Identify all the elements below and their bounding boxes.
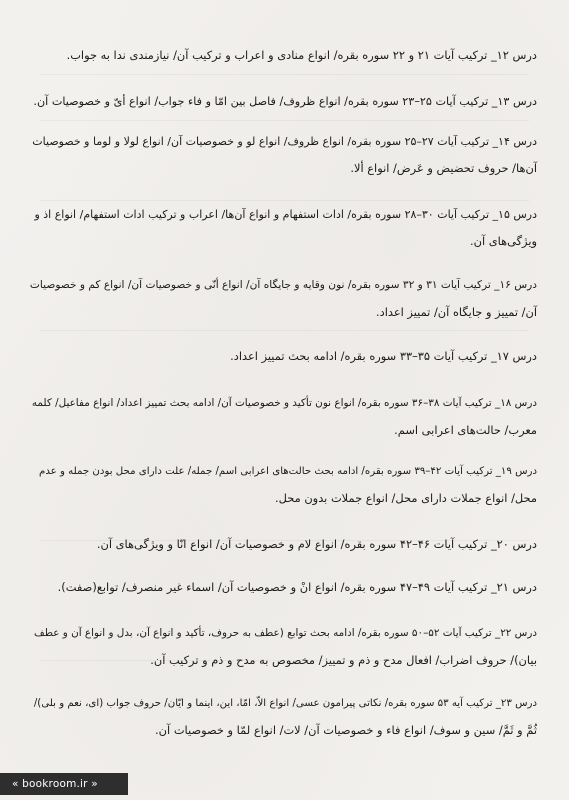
lesson-line: محل/ انواع جملات دارای محل/ انواع جملات بدون محل. [275, 491, 537, 505]
lesson-line: درس ۲۱_ ترکیب آیات ۴۹–۴۷ سوره بقره/ انواع انْ و خصوصیات آن/ اسماء غیر منصرف/ توابع(صفت). [57, 580, 537, 594]
bleed-through [40, 74, 529, 75]
lesson-line: آن/ تمییز و جایگاه آن/ تمییز اعداد. [376, 305, 537, 319]
lesson-13 [30, 88, 537, 115]
lesson-line: درس ۱۵_ ترکیب آیات ۳۰–۲۸ سوره بقره/ ادات استفهام و انواع آن‌ها/ اعراب و ترکیب ادات استفهام/ انواع اذ و [34, 208, 537, 221]
lesson-14 [30, 128, 537, 182]
lesson-23 [30, 690, 537, 744]
bleed-through [40, 120, 529, 121]
lesson-line: ویژگی‌های آن. [469, 234, 537, 248]
lesson-12 [30, 42, 537, 69]
lesson-22 [30, 620, 537, 674]
lesson-line: بیان)/ حروف اضراب/ افعال مدح و ذم و تمییز/ مخصوص به مدح و ذم و ترکیب آن. [150, 653, 537, 667]
lesson-line: درس ۱۹_ ترکیب آیات ۴۲–۳۹ سوره بقره/ ادامه بحث حالت‌های اعرابی اسم/ جمله/ علت دارای محل بودن جمله و عدم [39, 466, 537, 477]
lesson-19 [30, 458, 537, 512]
lesson-line: درس ۱۸_ ترکیب آیات ۳۸–۳۶ سوره بقره/ انواع نون تأکید و خصوصیات آن/ ادامه بحث تمییز اعداد/ انواع مفاعیل/ کلمه [31, 397, 537, 409]
bleed-through [40, 330, 529, 331]
lesson-line: درس ۱۳_ ترکیب آیات ۲۵–۲۳ سوره بقره/ انواع ظروف/ فاصل بین امّا و فاء جواب/ انواع أیّ و خصوصیات آن. [33, 95, 537, 108]
lesson-line: آن‌ها/ حروف تحضیض و عَرض/ انواع ألا. [350, 161, 537, 175]
lesson-line: معرب/ حالت‌های اعرابی اسم. [394, 423, 537, 437]
lesson-18 [30, 390, 537, 444]
lesson-line: درس ۲۲_ ترکیب آیات ۵۲–۵۰ سوره بقره/ ادامه بحث توابع (عطف به حروف، تأکید و انواع آن، بدل و انواع آن و عطف [33, 627, 537, 639]
lesson-15 [30, 201, 537, 255]
lesson-line: ثُمَّ و ثَمَّ/ سین و سوف/ انواع فاء و خصوصیات آن/ لات/ انواع لمّا و خصوصیات آن. [155, 723, 537, 737]
lesson-line: درس ۱۴_ ترکیب آیات ۲۷–۲۵ سوره بقره/ انواع ظروف/ انواع لو و خصوصیات آن/ انواع لولا و لوما و خصوصیات [32, 135, 537, 148]
lesson-line: درس ۱۷_ ترکیب آیات ۳۵–۳۳ سوره بقره/ ادامه بحث تمییز اعداد. [230, 349, 537, 363]
lesson-line: درس ۲۳_ ترکیب آیه ۵۳ سوره بقره/ نکاتی پیرامون عسی/ انواع الاّ، امّا، این، اینما و ایّان/ حروف جواب (ای، نعم و بلی)/ [33, 698, 537, 709]
site-watermark: « bookroom.ir » [0, 773, 128, 795]
lesson-line: درس ۱۶_ ترکیب آیات ۳۱ و ۳۲ سوره بقره/ نون وقایه و جایگاه آن/ انواع أنّی و خصوصیات آن/ انواع کم و خصوصیات [29, 279, 537, 291]
lesson-line: درس ۱۲_ ترکیب آیات ۲۱ و ۲۲ سوره بقره/ انواع منادی و اعراب و ترکیب آن/ نیازمندی ندا به جواب. [66, 48, 537, 62]
lesson-line: درس ۲۰_ ترکیب آیات ۴۶–۴۲ سوره بقره/ انواع لام و خصوصیات آن/ انواع انّا و ویژگی‌های آن. [96, 537, 537, 551]
lesson-20 [30, 531, 537, 558]
lesson-17 [30, 343, 537, 370]
lesson-21 [30, 574, 537, 601]
lesson-16 [30, 272, 537, 326]
